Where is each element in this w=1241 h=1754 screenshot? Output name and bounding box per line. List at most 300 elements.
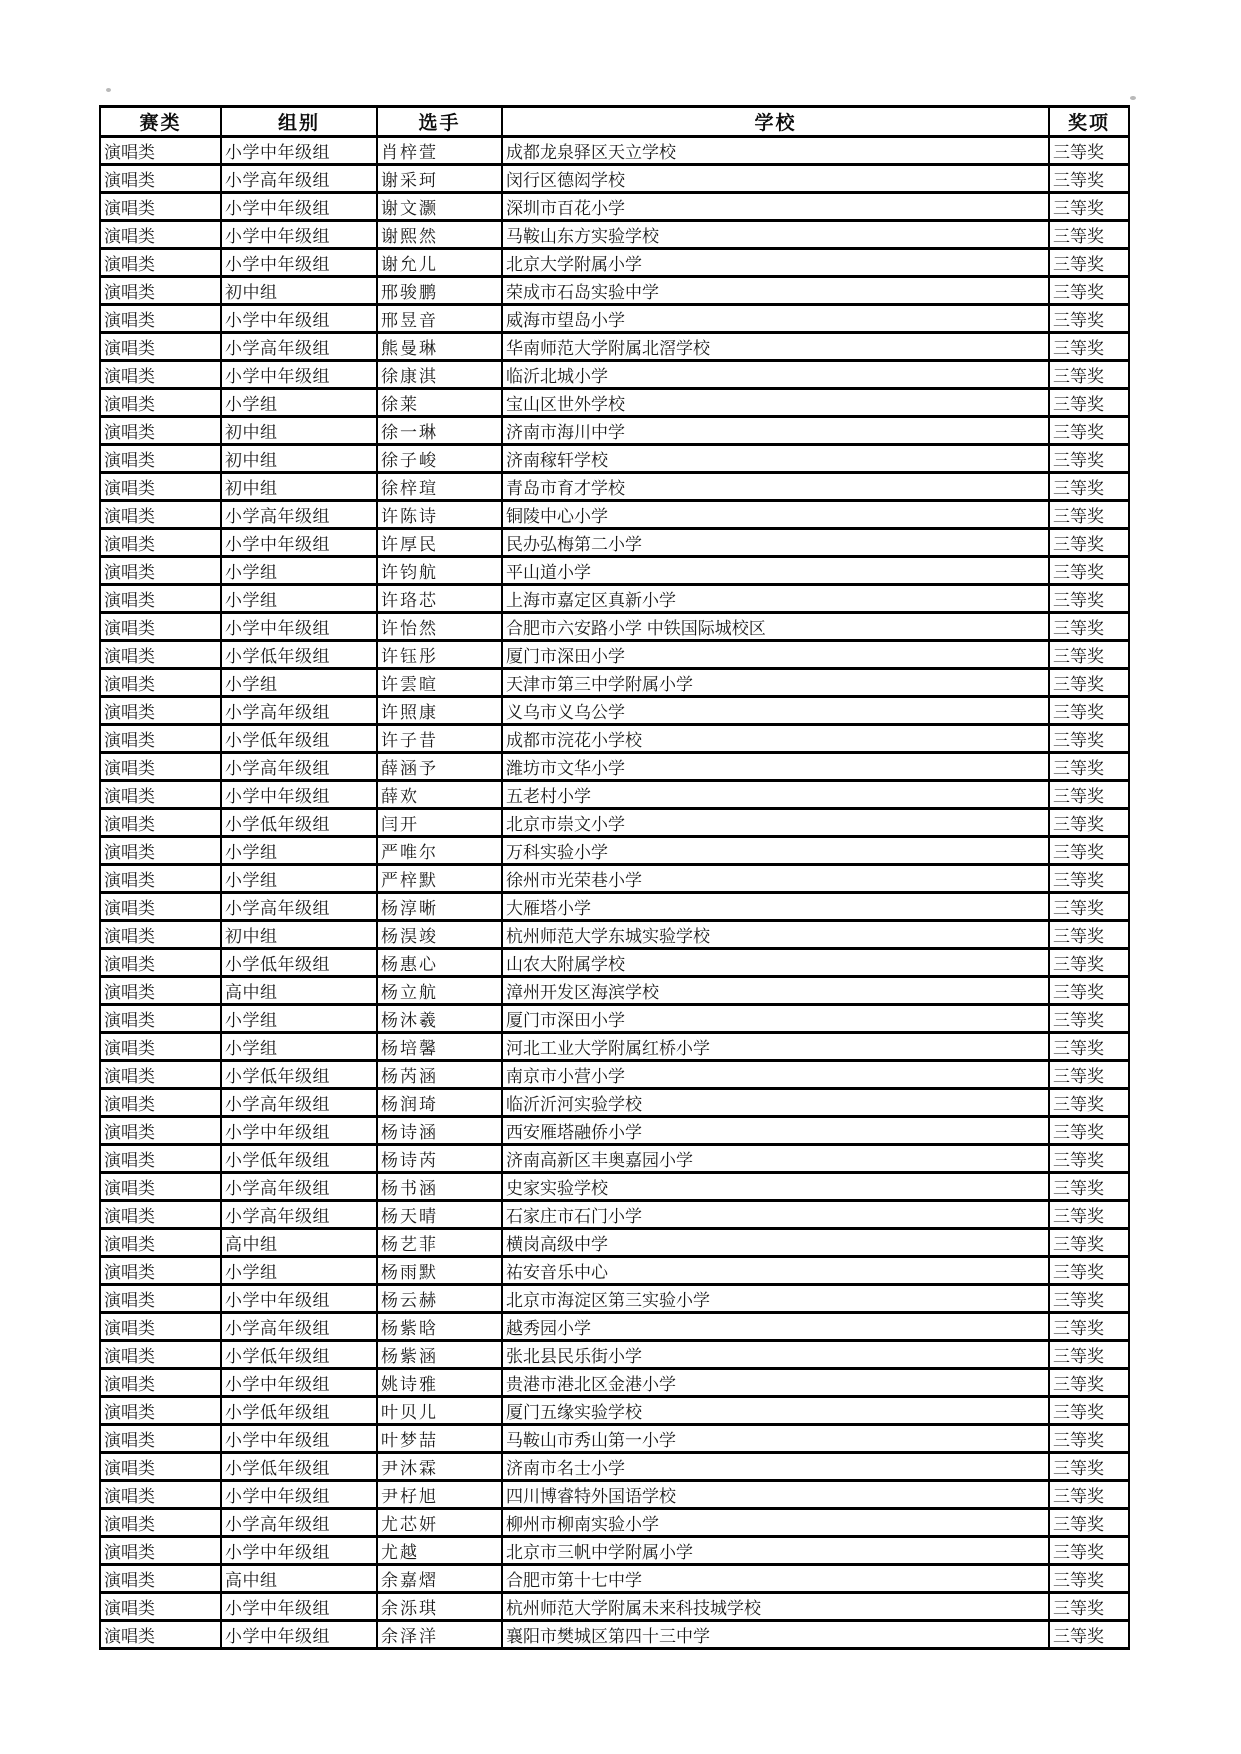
cell-group: 小学高年级组: [221, 1509, 377, 1537]
cell-award: 三等奖: [1049, 753, 1129, 781]
cell-group: 小学中年级组: [221, 1425, 377, 1453]
cell-category: 演唱类: [100, 1593, 221, 1621]
cell-contestant: 姚诗雅: [377, 1369, 502, 1397]
cell-group: 小学低年级组: [221, 809, 377, 837]
cell-contestant: 叶贝儿: [377, 1397, 502, 1425]
cell-category: 演唱类: [100, 697, 221, 725]
cell-school: 柳州市柳南实验小学: [502, 1509, 1049, 1537]
cell-award: 三等奖: [1049, 417, 1129, 445]
cell-contestant: 杨云赫: [377, 1285, 502, 1313]
cell-group: 小学低年级组: [221, 1397, 377, 1425]
header-cell-contestant: 选手: [377, 107, 502, 137]
table-row: [100, 249, 1129, 277]
cell-category: 演唱类: [100, 193, 221, 221]
cell-group: 小学高年级组: [221, 1201, 377, 1229]
cell-contestant: 尤越: [377, 1537, 502, 1565]
cell-group: 小学中年级组: [221, 221, 377, 249]
cell-contestant: 杨润琦: [377, 1089, 502, 1117]
cell-category: 演唱类: [100, 1229, 221, 1257]
cell-award: 三等奖: [1049, 165, 1129, 193]
cell-contestant: 尹沐霖: [377, 1453, 502, 1481]
cell-award: 三等奖: [1049, 893, 1129, 921]
cell-category: 演唱类: [100, 753, 221, 781]
table-row: [100, 949, 1129, 977]
cell-group: 初中组: [221, 277, 377, 305]
table-row: [100, 865, 1129, 893]
cell-award: 三等奖: [1049, 809, 1129, 837]
header-cell-award: 奖项: [1049, 107, 1129, 137]
cell-school: 深圳市百花小学: [502, 193, 1049, 221]
cell-category: 演唱类: [100, 1005, 221, 1033]
cell-school: 合肥市六安路小学 中铁国际城校区: [502, 613, 1049, 641]
table-row: [100, 1229, 1129, 1257]
cell-award: 三等奖: [1049, 1537, 1129, 1565]
cell-contestant: 许陈诗: [377, 501, 502, 529]
cell-school: 北京大学附属小学: [502, 249, 1049, 277]
cell-school: 铜陵中心小学: [502, 501, 1049, 529]
cell-group: 小学中年级组: [221, 613, 377, 641]
cell-group: 小学中年级组: [221, 249, 377, 277]
cell-category: 演唱类: [100, 1201, 221, 1229]
cell-school: 杭州师范大学附属未来科技城学校: [502, 1593, 1049, 1621]
table-row: [100, 165, 1129, 193]
cell-award: 三等奖: [1049, 613, 1129, 641]
cell-school: 四川博睿特外国语学校: [502, 1481, 1049, 1509]
cell-group: 小学低年级组: [221, 1453, 377, 1481]
table-row: [100, 1117, 1129, 1145]
cell-contestant: 杨诗涵: [377, 1117, 502, 1145]
cell-category: 演唱类: [100, 1285, 221, 1313]
table-row: [100, 669, 1129, 697]
cell-award: 三等奖: [1049, 641, 1129, 669]
cell-contestant: 许珞芯: [377, 585, 502, 613]
cell-award: 三等奖: [1049, 1593, 1129, 1621]
cell-contestant: 许钰彤: [377, 641, 502, 669]
table-row: [100, 1593, 1129, 1621]
cell-contestant: 熊曼琳: [377, 333, 502, 361]
cell-award: 三等奖: [1049, 361, 1129, 389]
cell-award: 三等奖: [1049, 1313, 1129, 1341]
cell-category: 演唱类: [100, 1061, 221, 1089]
cell-group: 小学中年级组: [221, 1537, 377, 1565]
cell-category: 演唱类: [100, 1453, 221, 1481]
cell-award: 三等奖: [1049, 193, 1129, 221]
cell-award: 三等奖: [1049, 1369, 1129, 1397]
cell-category: 演唱类: [100, 669, 221, 697]
table-row: [100, 1313, 1129, 1341]
cell-group: 小学低年级组: [221, 641, 377, 669]
cell-contestant: 许照康: [377, 697, 502, 725]
cell-group: 小学中年级组: [221, 193, 377, 221]
cell-school: 义乌市义乌公学: [502, 697, 1049, 725]
cell-contestant: 徐一琳: [377, 417, 502, 445]
table-row: [100, 1005, 1129, 1033]
table-row: [100, 641, 1129, 669]
cell-group: 小学组: [221, 865, 377, 893]
cell-contestant: 徐梓瑄: [377, 473, 502, 501]
cell-group: 小学组: [221, 1033, 377, 1061]
cell-school: 济南稼轩学校: [502, 445, 1049, 473]
table-row: [100, 753, 1129, 781]
cell-category: 演唱类: [100, 557, 221, 585]
cell-school: 宝山区世外学校: [502, 389, 1049, 417]
cell-group: 小学低年级组: [221, 725, 377, 753]
cell-award: 三等奖: [1049, 1033, 1129, 1061]
cell-school: 临沂北城小学: [502, 361, 1049, 389]
cell-contestant: 邢骏鹏: [377, 277, 502, 305]
cell-category: 演唱类: [100, 165, 221, 193]
cell-group: 小学组: [221, 837, 377, 865]
cell-award: 三等奖: [1049, 501, 1129, 529]
cell-contestant: 徐子峻: [377, 445, 502, 473]
cell-category: 演唱类: [100, 1033, 221, 1061]
cell-award: 三等奖: [1049, 977, 1129, 1005]
cell-group: 小学中年级组: [221, 781, 377, 809]
cell-school: 平山道小学: [502, 557, 1049, 585]
cell-group: 小学中年级组: [221, 1369, 377, 1397]
cell-school: 成都市浣花小学校: [502, 725, 1049, 753]
cell-school: 厦门市深田小学: [502, 641, 1049, 669]
cell-school: 北京市三帆中学附属小学: [502, 1537, 1049, 1565]
cell-contestant: 叶梦喆: [377, 1425, 502, 1453]
cell-award: 三等奖: [1049, 277, 1129, 305]
cell-school: 杭州师范大学东城实验学校: [502, 921, 1049, 949]
cell-award: 三等奖: [1049, 249, 1129, 277]
cell-group: 小学低年级组: [221, 1145, 377, 1173]
cell-school: 闵行区德闳学校: [502, 165, 1049, 193]
cell-school: 张北县民乐街小学: [502, 1341, 1049, 1369]
header-cell-category: 赛类: [100, 107, 221, 137]
cell-school: 济南市名士小学: [502, 1453, 1049, 1481]
table-row: [100, 1341, 1129, 1369]
cell-award: 三等奖: [1049, 1397, 1129, 1425]
cell-contestant: 谢文灏: [377, 193, 502, 221]
cell-group: 高中组: [221, 1229, 377, 1257]
cell-group: 高中组: [221, 977, 377, 1005]
cell-award: 三等奖: [1049, 221, 1129, 249]
cell-group: 小学中年级组: [221, 1621, 377, 1649]
table-row: [100, 781, 1129, 809]
cell-category: 演唱类: [100, 1089, 221, 1117]
cell-award: 三等奖: [1049, 445, 1129, 473]
cell-category: 演唱类: [100, 781, 221, 809]
cell-contestant: 杨立航: [377, 977, 502, 1005]
cell-category: 演唱类: [100, 221, 221, 249]
cell-school: 合肥市第十七中学: [502, 1565, 1049, 1593]
cell-school: 济南高新区丰奥嘉园小学: [502, 1145, 1049, 1173]
cell-award: 三等奖: [1049, 305, 1129, 333]
cell-category: 演唱类: [100, 361, 221, 389]
cell-category: 演唱类: [100, 865, 221, 893]
table-row: [100, 921, 1129, 949]
table-row: [100, 1145, 1129, 1173]
cell-group: 初中组: [221, 445, 377, 473]
cell-category: 演唱类: [100, 1621, 221, 1649]
table-row: [100, 445, 1129, 473]
cell-category: 演唱类: [100, 1313, 221, 1341]
cell-group: 高中组: [221, 1565, 377, 1593]
table-row: [100, 809, 1129, 837]
cell-school: 南京市小营小学: [502, 1061, 1049, 1089]
cell-contestant: 闫开: [377, 809, 502, 837]
cell-contestant: 杨天晴: [377, 1201, 502, 1229]
cell-award: 三等奖: [1049, 1481, 1129, 1509]
cell-category: 演唱类: [100, 1145, 221, 1173]
cell-school: 马鞍山东方实验学校: [502, 221, 1049, 249]
cell-contestant: 邢昱音: [377, 305, 502, 333]
cell-award: 三等奖: [1049, 1229, 1129, 1257]
cell-contestant: 谢采珂: [377, 165, 502, 193]
cell-group: 小学低年级组: [221, 1341, 377, 1369]
cell-award: 三等奖: [1049, 1005, 1129, 1033]
cell-school: 马鞍山市秀山第一小学: [502, 1425, 1049, 1453]
cell-school: 石家庄市石门小学: [502, 1201, 1049, 1229]
cell-school: 史家实验学校: [502, 1173, 1049, 1201]
cell-category: 演唱类: [100, 1537, 221, 1565]
cell-category: 演唱类: [100, 977, 221, 1005]
cell-group: 小学组: [221, 557, 377, 585]
cell-award: 三等奖: [1049, 137, 1129, 165]
cell-category: 演唱类: [100, 837, 221, 865]
cell-contestant: 杨书涵: [377, 1173, 502, 1201]
cell-award: 三等奖: [1049, 1453, 1129, 1481]
cell-group: 初中组: [221, 417, 377, 445]
cell-school: 襄阳市樊城区第四十三中学: [502, 1621, 1049, 1649]
cell-school: 青岛市育才学校: [502, 473, 1049, 501]
header-cell-school: 学校: [502, 107, 1049, 137]
cell-award: 三等奖: [1049, 1285, 1129, 1313]
cell-school: 厦门五缘实验学校: [502, 1397, 1049, 1425]
cell-group: 小学中年级组: [221, 1285, 377, 1313]
cell-award: 三等奖: [1049, 1621, 1129, 1649]
table-row: [100, 1061, 1129, 1089]
cell-category: 演唱类: [100, 1173, 221, 1201]
table-row: [100, 977, 1129, 1005]
table-row: [100, 1033, 1129, 1061]
cell-category: 演唱类: [100, 585, 221, 613]
cell-group: 小学组: [221, 389, 377, 417]
table-row: [100, 417, 1129, 445]
cell-contestant: 严梓默: [377, 865, 502, 893]
table-row: [100, 389, 1129, 417]
cell-award: 三等奖: [1049, 865, 1129, 893]
cell-category: 演唱类: [100, 921, 221, 949]
cell-group: 小学组: [221, 1257, 377, 1285]
table-row: [100, 333, 1129, 361]
cell-contestant: 余嘉熠: [377, 1565, 502, 1593]
cell-award: 三等奖: [1049, 1425, 1129, 1453]
cell-contestant: 徐莱: [377, 389, 502, 417]
cell-contestant: 杨诗芮: [377, 1145, 502, 1173]
cell-contestant: 杨紫涵: [377, 1341, 502, 1369]
cell-contestant: 薛欢: [377, 781, 502, 809]
cell-group: 小学中年级组: [221, 1117, 377, 1145]
cell-contestant: 肖梓萱: [377, 137, 502, 165]
cell-category: 演唱类: [100, 1369, 221, 1397]
awards-table: [99, 105, 1130, 1650]
cell-group: 小学中年级组: [221, 305, 377, 333]
cell-group: 小学高年级组: [221, 165, 377, 193]
table-row: [100, 1481, 1129, 1509]
table-row: [100, 1369, 1129, 1397]
cell-award: 三等奖: [1049, 1089, 1129, 1117]
table-body: [100, 137, 1129, 1649]
cell-category: 演唱类: [100, 249, 221, 277]
cell-school: 威海市望岛小学: [502, 305, 1049, 333]
cell-category: 演唱类: [100, 1425, 221, 1453]
cell-school: 荣成市石岛实验中学: [502, 277, 1049, 305]
table-row: [100, 361, 1129, 389]
table-row: [100, 1565, 1129, 1593]
cell-contestant: 杨惠心: [377, 949, 502, 977]
cell-contestant: 尤芯妍: [377, 1509, 502, 1537]
cell-category: 演唱类: [100, 1117, 221, 1145]
table-row: [100, 1509, 1129, 1537]
cell-school: 祐安音乐中心: [502, 1257, 1049, 1285]
cell-contestant: 谢允儿: [377, 249, 502, 277]
cell-category: 演唱类: [100, 1397, 221, 1425]
cell-award: 三等奖: [1049, 1565, 1129, 1593]
cell-group: 小学高年级组: [221, 333, 377, 361]
table-row: [100, 1257, 1129, 1285]
cell-contestant: 杨淏竣: [377, 921, 502, 949]
cell-school: 贵港市港北区金港小学: [502, 1369, 1049, 1397]
cell-award: 三等奖: [1049, 1117, 1129, 1145]
cell-category: 演唱类: [100, 893, 221, 921]
cell-category: 演唱类: [100, 277, 221, 305]
cell-group: 小学高年级组: [221, 1313, 377, 1341]
cell-school: 上海市嘉定区真新小学: [502, 585, 1049, 613]
cell-award: 三等奖: [1049, 949, 1129, 977]
cell-category: 演唱类: [100, 809, 221, 837]
cell-contestant: 许钧航: [377, 557, 502, 585]
cell-award: 三等奖: [1049, 837, 1129, 865]
table-row: [100, 1397, 1129, 1425]
cell-category: 演唱类: [100, 501, 221, 529]
cell-award: 三等奖: [1049, 697, 1129, 725]
cell-group: 小学低年级组: [221, 1061, 377, 1089]
table-row: [100, 473, 1129, 501]
cell-school: 天津市第三中学附属小学: [502, 669, 1049, 697]
table-row: [100, 613, 1129, 641]
cell-award: 三等奖: [1049, 1341, 1129, 1369]
cell-category: 演唱类: [100, 333, 221, 361]
scan-artifact: [1130, 96, 1136, 100]
cell-group: 小学中年级组: [221, 529, 377, 557]
table-row: [100, 1089, 1129, 1117]
table-row: [100, 725, 1129, 753]
cell-school: 五老村小学: [502, 781, 1049, 809]
cell-group: 小学中年级组: [221, 1593, 377, 1621]
cell-award: 三等奖: [1049, 1173, 1129, 1201]
cell-category: 演唱类: [100, 529, 221, 557]
cell-award: 三等奖: [1049, 1509, 1129, 1537]
cell-group: 小学高年级组: [221, 501, 377, 529]
cell-category: 演唱类: [100, 725, 221, 753]
cell-award: 三等奖: [1049, 389, 1129, 417]
cell-award: 三等奖: [1049, 557, 1129, 585]
cell-category: 演唱类: [100, 1481, 221, 1509]
cell-school: 济南市海川中学: [502, 417, 1049, 445]
header-cell-group: 组别: [221, 107, 377, 137]
cell-category: 演唱类: [100, 641, 221, 669]
table-row: [100, 1285, 1129, 1313]
cell-category: 演唱类: [100, 1341, 221, 1369]
cell-contestant: 许厚民: [377, 529, 502, 557]
cell-award: 三等奖: [1049, 1201, 1129, 1229]
cell-contestant: 杨芮涵: [377, 1061, 502, 1089]
cell-contestant: 杨雨默: [377, 1257, 502, 1285]
cell-category: 演唱类: [100, 949, 221, 977]
cell-award: 三等奖: [1049, 781, 1129, 809]
table-row: [100, 501, 1129, 529]
cell-school: 民办弘梅第二小学: [502, 529, 1049, 557]
table-row: [100, 529, 1129, 557]
table-row: [100, 277, 1129, 305]
cell-school: 漳州开发区海滨学校: [502, 977, 1049, 1005]
cell-school: 北京市海淀区第三实验小学: [502, 1285, 1049, 1313]
table-row: [100, 221, 1129, 249]
cell-school: 徐州市光荣巷小学: [502, 865, 1049, 893]
cell-category: 演唱类: [100, 613, 221, 641]
cell-award: 三等奖: [1049, 921, 1129, 949]
cell-contestant: 余泽洋: [377, 1621, 502, 1649]
table-row: [100, 193, 1129, 221]
cell-award: 三等奖: [1049, 529, 1129, 557]
cell-category: 演唱类: [100, 1565, 221, 1593]
cell-contestant: 杨紫晗: [377, 1313, 502, 1341]
table-row: [100, 1537, 1129, 1565]
cell-group: 小学中年级组: [221, 1481, 377, 1509]
cell-school: 潍坊市文华小学: [502, 753, 1049, 781]
cell-contestant: 严唯尔: [377, 837, 502, 865]
cell-category: 演唱类: [100, 473, 221, 501]
cell-school: 华南师范大学附属北滘学校: [502, 333, 1049, 361]
cell-contestant: 许雲暄: [377, 669, 502, 697]
cell-group: 小学中年级组: [221, 361, 377, 389]
cell-category: 演唱类: [100, 417, 221, 445]
table-header-row: [100, 107, 1129, 137]
cell-award: 三等奖: [1049, 473, 1129, 501]
table-row: [100, 1201, 1129, 1229]
cell-contestant: 徐康淇: [377, 361, 502, 389]
cell-category: 演唱类: [100, 1509, 221, 1537]
cell-group: 小学组: [221, 669, 377, 697]
cell-contestant: 杨沐羲: [377, 1005, 502, 1033]
cell-school: 越秀园小学: [502, 1313, 1049, 1341]
scan-artifact: [106, 88, 111, 92]
cell-group: 小学高年级组: [221, 753, 377, 781]
table-row: [100, 1453, 1129, 1481]
cell-contestant: 杨淳晰: [377, 893, 502, 921]
cell-contestant: 许怡然: [377, 613, 502, 641]
cell-category: 演唱类: [100, 1257, 221, 1285]
table-row: [100, 305, 1129, 333]
cell-contestant: 余泺琪: [377, 1593, 502, 1621]
cell-school: 成都龙泉驿区天立学校: [502, 137, 1049, 165]
cell-group: 小学高年级组: [221, 893, 377, 921]
cell-contestant: 许子昔: [377, 725, 502, 753]
cell-award: 三等奖: [1049, 585, 1129, 613]
table-row: [100, 557, 1129, 585]
cell-contestant: 薛涵予: [377, 753, 502, 781]
cell-school: 临沂沂河实验学校: [502, 1089, 1049, 1117]
cell-group: 小学组: [221, 1005, 377, 1033]
cell-group: 初中组: [221, 473, 377, 501]
cell-school: 横岗高级中学: [502, 1229, 1049, 1257]
cell-award: 三等奖: [1049, 1145, 1129, 1173]
cell-school: 厦门市深田小学: [502, 1005, 1049, 1033]
